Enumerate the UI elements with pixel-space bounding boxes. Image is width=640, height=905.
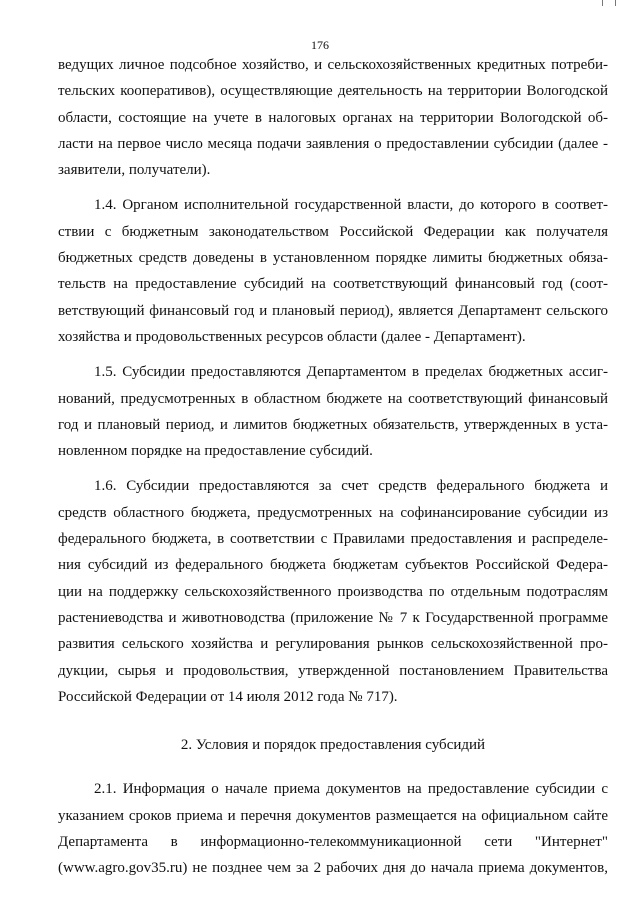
paragraph-1-5 <box>58 359 608 464</box>
text-line: развития сельского хозяйства и регулирования рынков сельскохозяйственной про- <box>58 636 608 653</box>
paragraph-1-6 <box>58 473 608 710</box>
text-line: средств областного бюджета, предусмотренных на софинансирование субсидии из <box>58 504 608 521</box>
text-line: новленном порядке на предоставление субсидий. <box>58 443 373 460</box>
text-line: Департамента в информационно-телекоммуникационной сети "Интернет" <box>58 834 608 851</box>
text-line: ствии с бюджетным законодательством Российской Федерации как получателя <box>58 223 608 240</box>
text-line: дукции, сырья и продовольствия, утвержденной постановлением Правительства <box>58 662 608 679</box>
text-line: ласти на первое число месяца подачи заявления о предоставлении субсидии (далее - <box>58 135 608 152</box>
text-line: хозяйства и продовольственных ресурсов области (далее - Департамент). <box>58 328 526 345</box>
text-line: растениеводства и животноводства (приложение № 7 к Государственной программе <box>58 609 608 626</box>
scan-corner-mark <box>602 0 616 6</box>
text-line: ведущих личное подсобное хозяйство, и сельскохозяйственных кредитных потреби- <box>58 57 608 73</box>
paragraph-continuation <box>58 52 608 183</box>
paragraph-2-1 <box>58 776 608 881</box>
text-line: федерального бюджета, в соответствии с Правилами предоставления и распределе- <box>58 531 608 548</box>
text-line: 1.4. Органом исполнительной государственной власти, до которого в соответ- <box>94 197 608 214</box>
text-line: ветствующий финансовый год и плановый период), является Департамент сельского <box>58 302 608 319</box>
text-line: 1.5. Субсидии предоставляются Департаментом в пределах бюджетных ассиг- <box>94 364 608 381</box>
text-line: 1.6. Субсидии предоставляются за счет средств федерального бюджета и <box>94 478 608 495</box>
text-line: указанием сроков приема и перечня документов размещается на официальном сайте <box>58 807 608 824</box>
text-line: заявители, получатели). <box>58 162 211 179</box>
text-line: тельств на предоставление субсидий на соответствующий финансовый год (соот- <box>58 276 608 293</box>
text-line: год и плановый период, и лимитов бюджетных обязательств, утвержденных в уста- <box>58 416 608 433</box>
text-line: области, состоящие на учете в налоговых органах на территории Вологодской об- <box>58 109 608 126</box>
text-line: ции на поддержку сельскохозяйственного производства по отдельным подотраслям <box>58 583 608 600</box>
text-line: тельских кооперативов), осуществляющие деятельность на территории Вологодской <box>58 83 608 100</box>
text-line: ния субсидий из федерального бюджета бюджетам субъектов Российской Федера- <box>58 557 608 574</box>
section-heading: 2. Условия и порядок предоставления субсидий <box>180 737 486 754</box>
document-body <box>58 52 608 882</box>
text-line: Российской Федерации от 14 июля 2012 года № 717). <box>58 688 398 705</box>
text-line: бюджетных средств доведены в установленном порядке лимиты бюджетных обяза- <box>58 250 608 267</box>
paragraph-1-4 <box>58 192 608 350</box>
text-line: 2.1. Информация о начале приема документов на предоставление субсидии с <box>94 781 608 798</box>
page-number: 176 <box>311 38 329 52</box>
text-line: (www.agro.gov35.ru) не позднее чем за 2 рабочих дня до начала приема документов, <box>58 860 608 877</box>
text-line: нований, предусмотренных в областном бюджете на соответствующий финансовый <box>58 390 608 407</box>
